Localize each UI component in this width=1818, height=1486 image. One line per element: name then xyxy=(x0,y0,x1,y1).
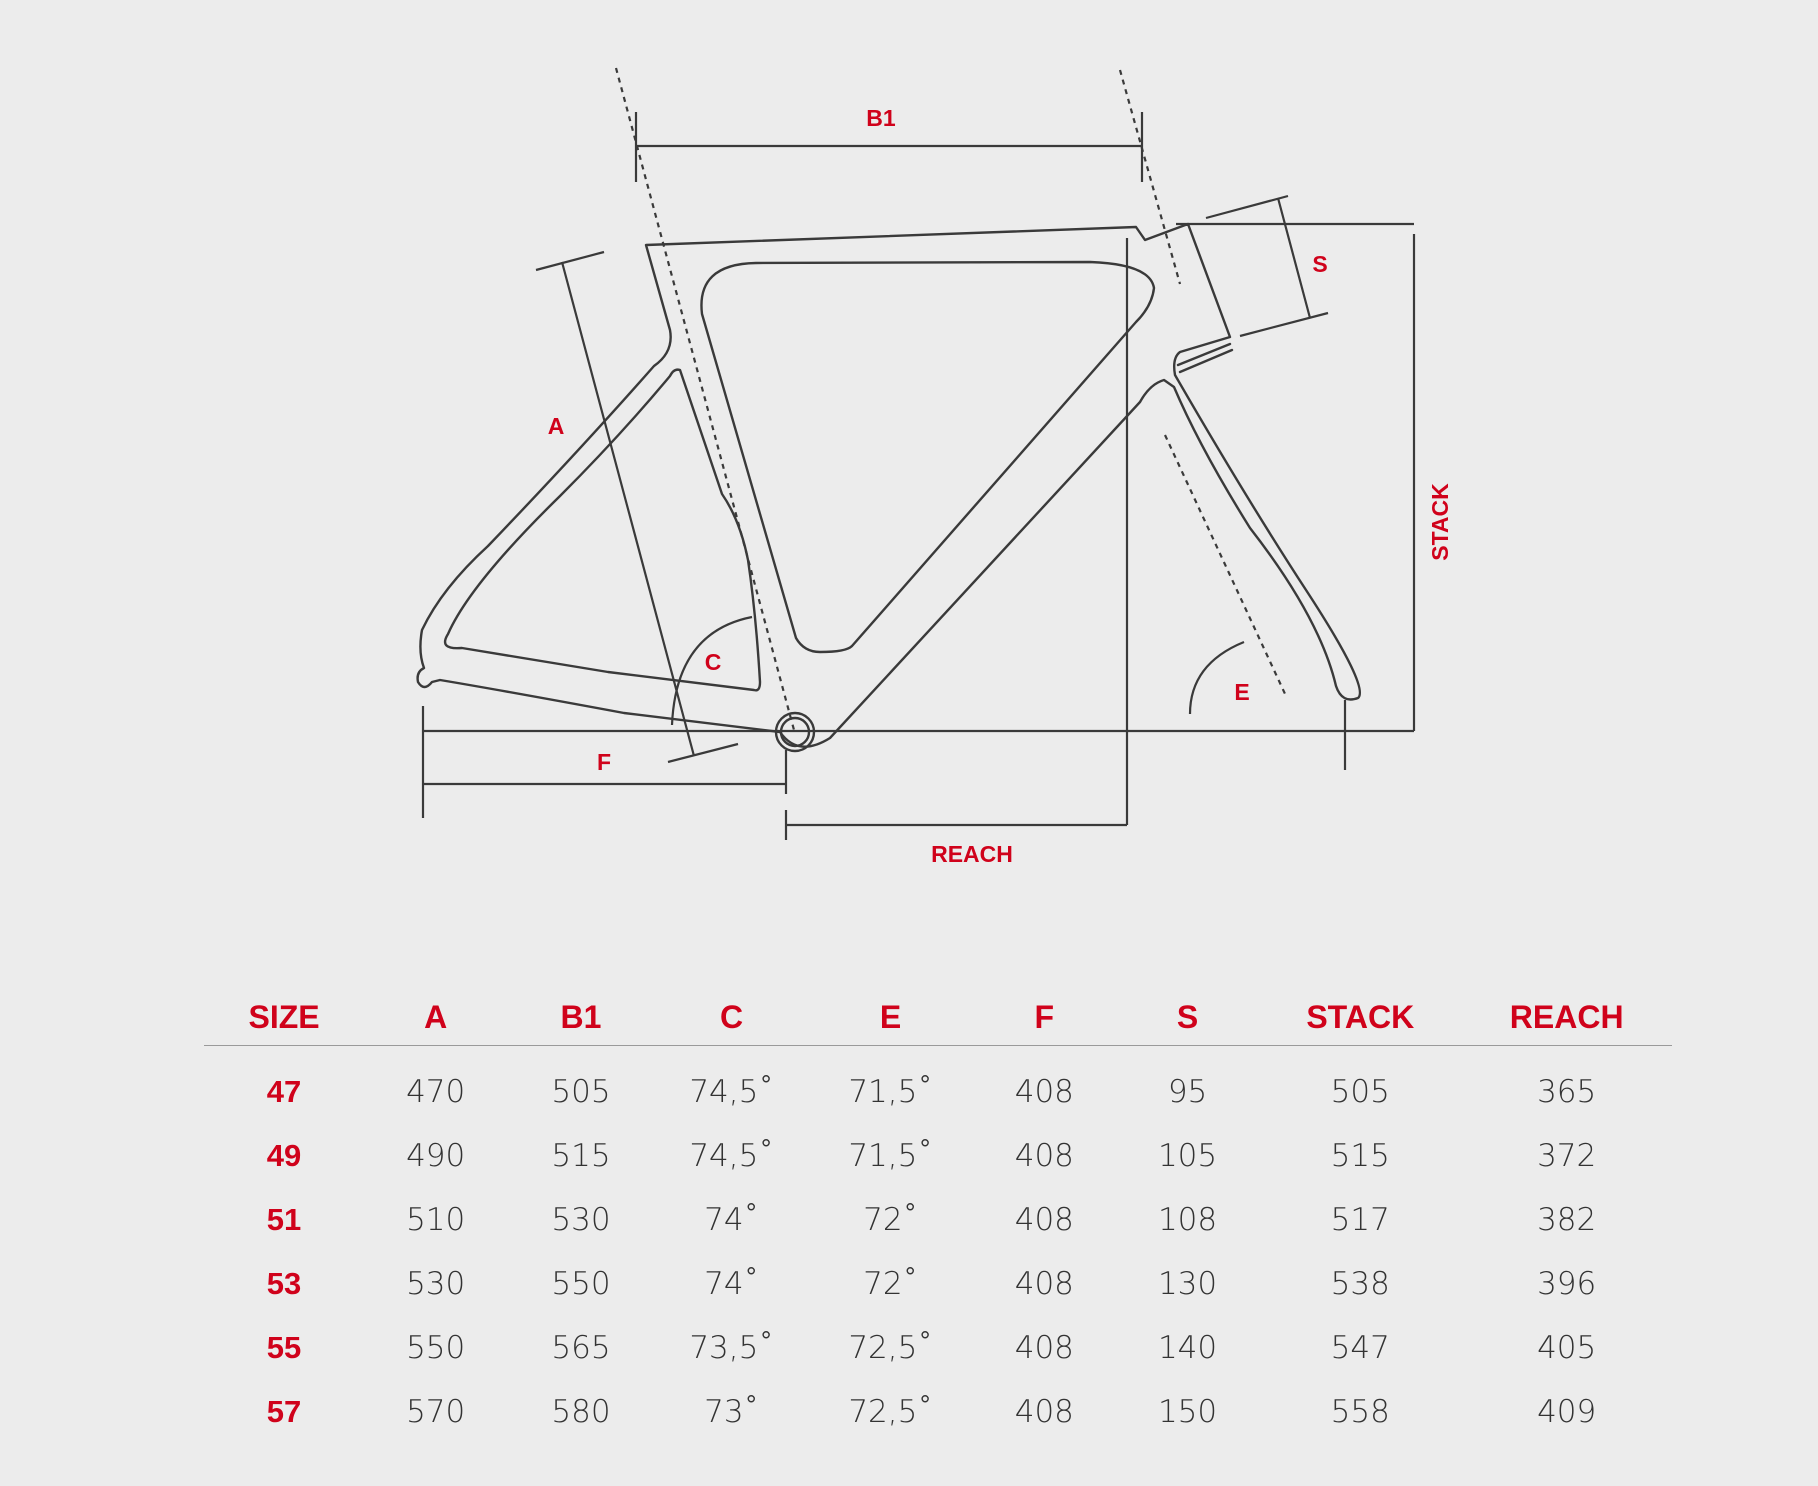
value-cell-f: 408 xyxy=(1014,1266,1074,1302)
value-cell-s: 140 xyxy=(1157,1330,1218,1366)
value-cell-reach: 382 xyxy=(1537,1202,1597,1238)
column-header-size: SIZE xyxy=(204,990,364,1046)
head-axis-upper-line xyxy=(1120,70,1180,284)
label-s: S xyxy=(1312,251,1328,277)
geometry-table xyxy=(204,990,1672,1444)
value-cell-reach: 409 xyxy=(1537,1394,1597,1430)
value-cell-stack: 538 xyxy=(1330,1266,1390,1302)
label-e: E xyxy=(1234,679,1250,705)
value-cell-stack: 558 xyxy=(1330,1394,1390,1430)
value-cell-b1: 580 xyxy=(551,1394,611,1430)
table-row xyxy=(204,1380,1672,1444)
label-f: F xyxy=(596,749,612,775)
value-cell-reach: 365 xyxy=(1537,1074,1597,1110)
value-cell-reach: 372 xyxy=(1537,1138,1597,1174)
value-cell-b1: 565 xyxy=(551,1330,611,1366)
value-cell-stack: 505 xyxy=(1330,1074,1390,1110)
column-header-s: S xyxy=(1116,990,1259,1046)
table-row xyxy=(204,1316,1672,1380)
value-cell-e: 72˚ xyxy=(863,1266,919,1302)
head-axis-lower-line xyxy=(1165,435,1286,696)
value-cell-s: 105 xyxy=(1157,1138,1218,1174)
column-header-c: C xyxy=(655,990,809,1046)
value-cell-f: 408 xyxy=(1014,1138,1074,1174)
value-cell-c: 73,5˚ xyxy=(689,1330,774,1366)
table-row xyxy=(204,1188,1672,1252)
value-cell-e: 72,5˚ xyxy=(848,1330,933,1366)
value-cell-reach: 405 xyxy=(1537,1330,1597,1366)
column-header-stack: STACK xyxy=(1259,990,1461,1046)
value-cell-c: 74,5˚ xyxy=(689,1074,774,1110)
value-cell-stack: 517 xyxy=(1330,1202,1390,1238)
value-cell-e: 72,5˚ xyxy=(848,1394,933,1430)
size-cell: 51 xyxy=(266,1202,302,1237)
value-cell-e: 71,5˚ xyxy=(848,1138,933,1174)
value-cell-a: 470 xyxy=(406,1074,466,1110)
value-cell-b1: 515 xyxy=(551,1138,611,1174)
value-cell-f: 408 xyxy=(1014,1394,1074,1430)
main-triangle-cutout xyxy=(701,262,1154,652)
value-cell-s: 150 xyxy=(1157,1394,1218,1430)
value-cell-a: 490 xyxy=(406,1138,466,1174)
value-cell-c: 74˚ xyxy=(704,1266,760,1302)
frame-outline xyxy=(418,224,1360,747)
value-cell-a: 510 xyxy=(406,1202,466,1238)
label-a: A xyxy=(547,413,565,439)
value-cell-e: 72˚ xyxy=(863,1202,919,1238)
column-header-b1: B1 xyxy=(507,990,654,1046)
a-dimension-line xyxy=(562,262,694,756)
value-cell-a: 530 xyxy=(406,1266,466,1302)
a-top-tick xyxy=(536,252,604,270)
table-row xyxy=(204,1046,1672,1125)
size-cell: 49 xyxy=(266,1138,302,1173)
value-cell-a: 550 xyxy=(406,1330,466,1366)
label-c: C xyxy=(704,649,722,675)
size-cell: 57 xyxy=(266,1394,302,1429)
a-bottom-tick xyxy=(668,744,738,762)
size-cell: 47 xyxy=(266,1074,302,1109)
value-cell-c: 74˚ xyxy=(704,1202,760,1238)
size-cell: 53 xyxy=(266,1266,302,1301)
column-header-a: A xyxy=(364,990,507,1046)
value-cell-e: 71,5˚ xyxy=(848,1074,933,1110)
column-header-e: E xyxy=(808,990,972,1046)
fork-crown xyxy=(1178,344,1232,372)
value-cell-f: 408 xyxy=(1014,1202,1074,1238)
label-stack: STACK xyxy=(1427,483,1453,561)
value-cell-b1: 550 xyxy=(551,1266,611,1302)
value-cell-s: 95 xyxy=(1167,1074,1208,1110)
column-header-reach: REACH xyxy=(1461,990,1672,1046)
value-cell-stack: 515 xyxy=(1330,1138,1390,1174)
table-body xyxy=(204,1046,1672,1445)
value-cell-f: 408 xyxy=(1014,1074,1074,1110)
label-b1: B1 xyxy=(866,105,896,131)
value-cell-f: 408 xyxy=(1014,1330,1074,1366)
value-cell-b1: 505 xyxy=(551,1074,611,1110)
value-cell-a: 570 xyxy=(406,1394,466,1430)
value-cell-s: 108 xyxy=(1157,1202,1218,1238)
column-header-f: F xyxy=(973,990,1116,1046)
s-top-tick xyxy=(1206,196,1288,218)
s-bottom-tick xyxy=(1240,313,1328,336)
value-cell-c: 74,5˚ xyxy=(689,1138,774,1174)
value-cell-stack: 547 xyxy=(1330,1330,1390,1366)
table-header-row xyxy=(204,990,1672,1046)
s-dimension-line xyxy=(1278,198,1310,318)
table-row xyxy=(204,1252,1672,1316)
label-reach: REACH xyxy=(931,841,1013,867)
size-cell: 55 xyxy=(266,1330,302,1365)
value-cell-b1: 530 xyxy=(551,1202,611,1238)
value-cell-s: 130 xyxy=(1157,1266,1218,1302)
value-cell-c: 73˚ xyxy=(704,1394,760,1430)
seat-axis-line xyxy=(616,68,794,730)
table-row xyxy=(204,1124,1672,1188)
value-cell-reach: 396 xyxy=(1537,1266,1597,1302)
